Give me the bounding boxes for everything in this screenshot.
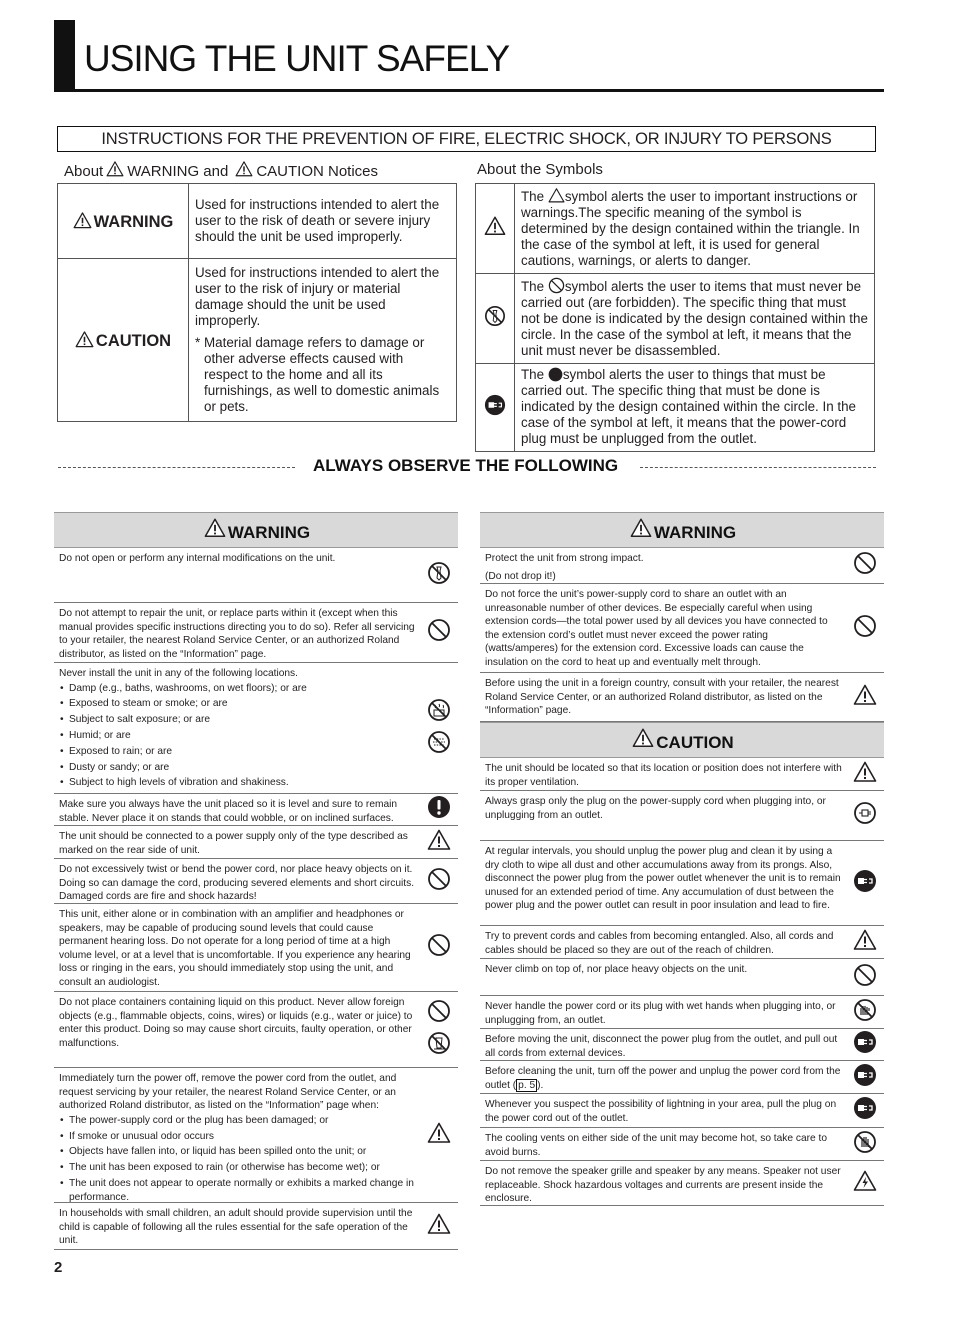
safety-item-body: This unit, either alone or in combination with an amplifier and headphones or speakers, may be capable of producing sound levels that could cause permanent hearing loss. Do not operate for a long period of time at a high volume level, or at a level that is uncomfortable. If you experience any hearing loss or ringing in the ears, you should immediately stop using the unit, and consult an audiologist. — [59, 909, 411, 988]
safety-item — [54, 992, 458, 1068]
grasp-plug-icon — [853, 801, 877, 830]
unplug-icon — [853, 1030, 877, 1059]
safety-item-body: Do not excessively twist or bend the power cord, nor place heavy objects on it. Doing so can damage the cord, producing severed elements and short circuits. Damaged cords are fire and shock hazards! — [59, 864, 415, 903]
safety-item — [480, 1128, 884, 1161]
about-notices-heading: About WARNING and CAUTION Notices — [64, 160, 378, 182]
warning-section-header: WARNING — [480, 512, 884, 548]
safety-item-body: In households with small children, an adult should provide supervision until the child is capable of following all the rules essential for the safe operation of the unit. — [59, 1208, 413, 1247]
safety-item-icons — [420, 1203, 458, 1249]
safety-item-icons — [420, 548, 458, 602]
safety-item-text — [480, 1128, 846, 1160]
safety-item — [54, 904, 458, 992]
safety-item-icons — [846, 926, 884, 958]
safety-item-icons — [420, 992, 458, 1067]
safety-item-icons — [420, 663, 458, 793]
page-number: 2 — [54, 1259, 63, 1276]
symbol-description: The symbol alerts the user to things that must be carried out. The specific thing that must be done is indicated by the design contained within the circle. In the case of the symbol at left, it means that the power-cord plug must be unplugged from the outlet. — [515, 364, 875, 452]
bullet-item: • Exposed to rain; or are — [59, 745, 416, 759]
safety-item-body: Make sure you always have the unit placed so it is level and sure to remain stable. Never place it on stands that could wobble, or on inclined surfaces. — [59, 799, 398, 824]
safety-item-icons — [846, 758, 884, 790]
safety-item — [480, 996, 884, 1029]
safety-item-text — [54, 794, 420, 825]
triangle-alert-icon — [427, 1121, 451, 1150]
symbol-row — [476, 184, 875, 274]
safety-item-text — [480, 673, 846, 721]
bullet-item: • Subject to salt exposure; or are — [59, 713, 416, 727]
safety-item-text — [480, 1029, 846, 1060]
page-reference-link[interactable]: p. 5 — [518, 1079, 536, 1091]
safety-item-icons — [846, 584, 884, 672]
divider-dashed-right — [640, 467, 876, 468]
triangle-alert-icon — [106, 160, 124, 182]
no-touch-icon — [853, 1130, 877, 1159]
triangle-alert-icon — [484, 224, 506, 241]
safety-item-icons — [420, 1068, 458, 1202]
safety-item-icons — [846, 1029, 884, 1060]
safety-item-text — [480, 959, 846, 995]
safety-item-icons — [846, 1128, 884, 1160]
safety-item-body: The unit should be located so that its location or position does not interfere with its proper ventilation. — [485, 763, 842, 788]
safety-item-text — [54, 992, 420, 1067]
triangle-alert-icon — [630, 517, 652, 544]
bullet-item: • If smoke or unusual odor occurs — [59, 1130, 416, 1144]
bullet-item: • Objects have fallen into, or liquid has been spilled onto the unit; or — [59, 1145, 416, 1159]
safety-item-text — [480, 841, 846, 925]
triangle-alert-icon — [853, 928, 877, 957]
safety-item-body: At regular intervals, you should unplug the power plug and clean it by using a dry cloth to wipe all dust and other accumulations away from its prongs. Also, disconnect the power plug from the power outlet whenever the unit is to remain unused for an extended period of time. Any accumulation of dust between the power plug and the power outlet can result in poor insulation and lead to fire. — [485, 846, 841, 912]
filled-circle-icon — [548, 367, 563, 382]
symbols-table — [475, 183, 875, 452]
safety-item-text — [480, 996, 846, 1028]
no-disassemble-icon — [484, 314, 506, 331]
instructions-header: INSTRUCTIONS FOR THE PREVENTION OF FIRE, ELECTRIC SHOCK, OR INJURY TO PERSONS — [57, 126, 876, 152]
safety-item-text — [54, 826, 420, 858]
safety-item-body: Do not attempt to repair the unit, or replace parts within it (except when this manual provides specific instructions directing you to do so). Refer all servicing to your retailer, the nearest Roland Service Center, or an authorized Roland distributor, as listed on the “Information” page. — [59, 608, 415, 660]
prohibited-icon — [427, 867, 451, 896]
safety-item-body: The unit should be connected to a power supply only of the type described as marked on the rear side of unit. — [59, 831, 408, 856]
triangle-alert-icon — [427, 1212, 451, 1241]
safety-item-text — [480, 548, 846, 583]
safety-item-tail: ). — [537, 1079, 544, 1091]
triangle-alert-icon — [204, 517, 226, 544]
triangle-outline-icon — [548, 189, 565, 204]
safety-item-text: Before cleaning the unit, turn off the power and unplug the power cord from the outlet ( p. 5 ). — [485, 1066, 841, 1091]
safety-item — [480, 926, 884, 959]
safety-item — [54, 794, 458, 826]
safety-item — [54, 603, 458, 663]
warning-section-header: WARNING — [54, 512, 458, 548]
safety-item-icons — [420, 904, 458, 991]
safety-item-text — [480, 1161, 846, 1205]
safety-item-body: Always grasp only the plug on the power-supply cord when plugging into, or unplugging from an outlet. — [485, 796, 826, 821]
bullet-item: • Subject to high levels of vibration and shakiness. — [59, 776, 416, 790]
title-bar-accent — [54, 20, 75, 91]
safety-item — [54, 826, 458, 859]
safety-item-icons — [846, 1061, 884, 1093]
symbol-icon-cell — [476, 184, 515, 274]
notices-table — [57, 183, 457, 422]
safety-item — [54, 859, 458, 904]
symbol-description: The symbol alerts the user to important instructions or warnings.The specific meaning of the symbol is determined by the design contained within the triangle. In the case of the symbol at left, it is used for general cautions, warnings, or alerts to danger. — [515, 184, 875, 274]
right-caution-list — [480, 758, 884, 1206]
unplug-icon — [853, 869, 877, 898]
symbol-icon-cell — [476, 274, 515, 364]
unplug-icon — [484, 403, 506, 420]
prohibited-icon — [853, 551, 877, 580]
safety-item-text — [480, 791, 846, 840]
safety-item-body: Do not force the unit’s power-supply cord to share an outlet with an unreasonable number of other devices. Be especially careful when using extension cords—the total power used by all devices you have connected to the extension cord’s outlet must never exceed the power rating (watts/amperes) for the extension cord. Excessive loads can cause the insulation on the cord to heat up and eventually melt through. — [485, 589, 828, 668]
safety-item-text — [54, 1203, 420, 1249]
safety-item-body: Try to prevent cords and cables from becoming entangled. Also, all cords and cables should be placed so they are out of the reach of children. — [485, 931, 834, 956]
triangle-alert-icon — [632, 727, 654, 754]
safety-item-icons — [420, 859, 458, 903]
no-disassemble-icon — [427, 561, 451, 590]
triangle-alert-icon — [235, 160, 253, 182]
safety-item-body: Do not remove the speaker grille and speaker by any means. Speaker not user replaceable. Shock hazardous voltages and currents are present inside the enclosure. — [485, 1166, 841, 1205]
safety-item-icons — [846, 1161, 884, 1205]
safety-item-body: Before using the unit in a foreign country, consult with your retailer, the nearest Roland Service Center, or an authorized Roland distributor, as listed on the “Information” page. — [485, 678, 839, 717]
prohibited-outline-icon — [548, 279, 565, 294]
bullet-item: • The unit has been exposed to rain (or otherwise has become wet); or — [59, 1161, 416, 1175]
right-column — [480, 512, 884, 1206]
right-warning-list — [480, 548, 884, 722]
symbol-description: The symbol alerts the user to items that must never be carried out (are forbidden). The specific thing that must not be done is indicated by the design contained within the circle. In the case of the symbol at left, it means that the unit must never be disassembled. — [515, 274, 875, 364]
safety-item — [480, 1161, 884, 1206]
no-wet-hands-icon — [853, 998, 877, 1027]
safety-item-text — [480, 758, 846, 790]
safety-item-text — [54, 548, 420, 602]
prohibited-icon — [427, 933, 451, 962]
about-symbols-heading: About the Symbols — [477, 161, 603, 178]
safety-item — [480, 791, 884, 841]
safety-item — [480, 841, 884, 926]
safety-item-icons — [846, 959, 884, 995]
no-dust-icon — [427, 730, 451, 759]
triangle-alert-icon — [75, 332, 96, 350]
safety-item-text — [480, 1094, 846, 1127]
safety-item-icons — [846, 1094, 884, 1127]
warning-definition: Used for instructions intended to alert the user to the risk of death or severe injury should the unit be used improperly. — [189, 184, 457, 259]
safety-item-text — [480, 926, 846, 958]
bullet-item: • The power-supply cord or the plug has been damaged; or — [59, 1114, 416, 1128]
caution-label-cell: CAUTION — [58, 259, 189, 422]
safety-item — [480, 548, 884, 584]
safety-item-text — [54, 904, 420, 991]
bullet-item: • The unit does not appear to operate normally or exhibits a marked change in performance. — [59, 1177, 416, 1204]
triangle-alert-icon — [853, 760, 877, 789]
symbol-row — [476, 364, 875, 452]
safety-item-icons — [846, 841, 884, 925]
left-warning-column — [54, 512, 458, 1250]
safety-item-body: Never install the unit in any of the following locations. — [59, 668, 298, 679]
title-underline — [54, 89, 884, 92]
unplug-icon — [853, 1096, 877, 1125]
safety-item-body: Immediately turn the power off, remove the power cord from the outlet, and request servicing by your retailer, the nearest Roland Service Center, or an authorized Roland distributor, as listed on the “Information” page when: — [59, 1073, 397, 1112]
safety-item — [480, 1061, 884, 1094]
symbol-icon-cell — [476, 364, 515, 452]
safety-item-body: Whenever you suspect the possibility of lightning in your area, pull the plug on the power cord out of the outlet. — [485, 1099, 837, 1124]
always-observe-heading: ALWAYS OBSERVE THE FOLLOWING — [313, 456, 619, 475]
triangle-alert-icon — [427, 828, 451, 857]
shock-hazard-icon — [853, 1169, 877, 1198]
bullet-item: • Dusty or sandy; or are — [59, 761, 416, 775]
safety-item-body: The cooling vents on either side of the unit may become hot, so take care to avoid burns. — [485, 1133, 828, 1158]
safety-item-subtext: (Do not drop it!) — [485, 570, 556, 582]
safety-item — [54, 548, 458, 603]
safety-item — [480, 959, 884, 996]
caution-definition: Used for instructions intended to alert the user to the risk of injury or material damage should the unit be used improperly. * Material damage refers to damage or other adverse effects caused with respect to the home and all its furnishings, as well to domestic animals or pets. — [189, 259, 457, 422]
caution-note: * Material damage refers to damage or other adverse effects caused with respect to the home and all its furnishings, as well to domestic animals or pets. — [195, 334, 440, 414]
bullet-item: • Exposed to steam or smoke; or are — [59, 697, 416, 711]
safety-item — [480, 758, 884, 791]
safety-item-body: Protect the unit from strong impact. — [485, 553, 644, 564]
safety-item-body: Never handle the power cord or its plug with wet hands when plugging into, or unplugging from, an outlet. — [485, 1001, 836, 1026]
safety-item-icons — [420, 826, 458, 858]
safety-item-body: Do not open or perform any internal modifications on the unit. — [59, 553, 336, 564]
safety-item-text — [54, 859, 420, 903]
prohibited-icon — [853, 963, 877, 992]
safety-item — [480, 1094, 884, 1128]
mandatory-icon — [427, 795, 451, 824]
safety-item-body: Do not place containers containing liquid on this product. Never allow foreign objects (e.g., flammable objects, coins, wires) or liquids (e.g., water or juice) to enter this product. Doing so may cause short circuits, faulty operation, or other malfunctions. — [59, 997, 413, 1049]
safety-item-body: Never climb on top of, nor place heavy objects on the unit. — [485, 964, 748, 975]
safety-item-icons — [846, 996, 884, 1028]
safety-item-body: Before moving the unit, disconnect the power plug from the outlet, and pull out all cords from external devices. — [485, 1034, 838, 1059]
bullet-list — [59, 682, 416, 790]
bullet-list — [59, 1114, 416, 1204]
safety-item-body: Before cleaning the unit, turn off the power and unplug the power cord from the outlet — [485, 1066, 841, 1091]
safety-item — [480, 673, 884, 722]
warning-label-cell: WARNING — [58, 184, 189, 259]
symbol-row — [476, 274, 875, 364]
safety-item-icons — [846, 548, 884, 583]
safety-item-icons — [846, 791, 884, 840]
triangle-alert-icon — [853, 683, 877, 712]
safety-item-text — [54, 1068, 420, 1202]
safety-item-icons — [420, 603, 458, 662]
safety-item-text — [480, 584, 846, 672]
safety-item-text — [54, 603, 420, 662]
bullet-item: • Humid; or are — [59, 729, 416, 743]
safety-item — [54, 1203, 458, 1250]
page-title: USING THE UNIT SAFELY — [84, 38, 510, 79]
prohibited-icon — [427, 618, 451, 647]
safety-item — [480, 584, 884, 673]
no-liquid-icon — [427, 1031, 451, 1060]
prohibited-icon — [853, 614, 877, 643]
safety-item-icons — [846, 673, 884, 721]
caution-section-header: CAUTION — [480, 722, 884, 758]
prohibited-icon — [427, 999, 451, 1028]
divider-dashed-left — [58, 467, 295, 468]
triangle-alert-icon — [73, 213, 94, 231]
safety-item-text — [54, 663, 420, 793]
unplug-icon — [853, 1063, 877, 1092]
left-warning-list — [54, 548, 458, 1250]
safety-item-icons — [420, 794, 458, 825]
no-water-icon — [427, 698, 451, 727]
safety-item — [54, 663, 458, 794]
safety-item — [480, 1029, 884, 1061]
bullet-item: • Damp (e.g., baths, washrooms, on wet floors); or are — [59, 682, 416, 696]
safety-item — [54, 1068, 458, 1203]
